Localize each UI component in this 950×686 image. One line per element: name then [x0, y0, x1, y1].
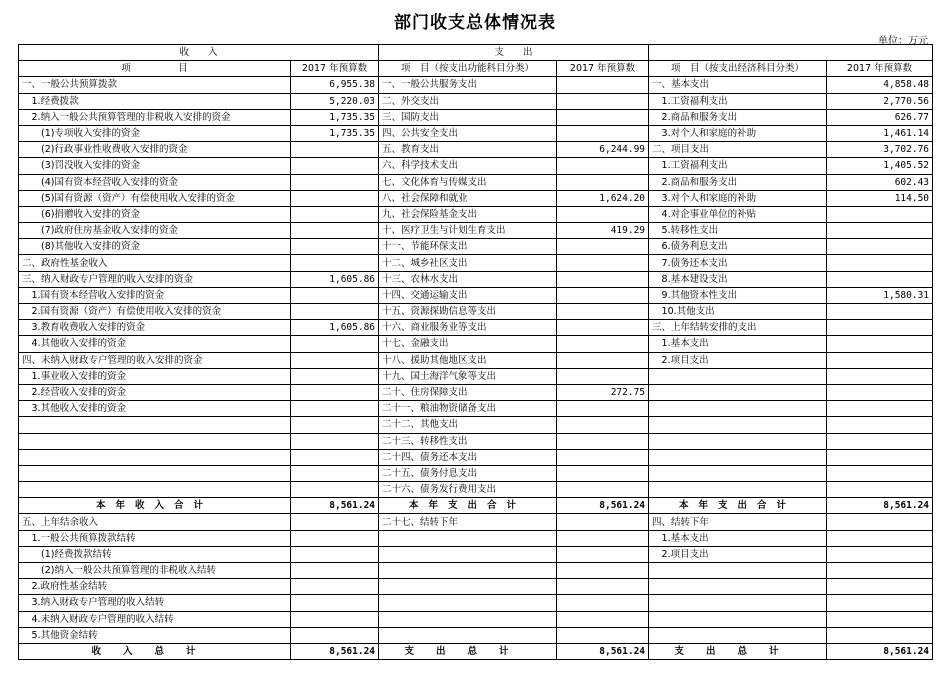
cell-func-budget: 419.29	[557, 223, 649, 239]
cell-func-item: 二十五、债务付息支出	[379, 465, 557, 481]
cell-func-item: 二十、住房保障支出	[379, 384, 557, 400]
cell-income-item	[19, 449, 291, 465]
cell-func-budget	[557, 433, 649, 449]
cell-income-item: 3.其他收入安排的资金	[19, 401, 291, 417]
cell-income-budget	[291, 433, 379, 449]
cell-econ-budget	[827, 320, 933, 336]
cell-func-budget	[557, 482, 649, 498]
cell-income-item: 二、政府性基金收入	[19, 255, 291, 271]
cell-econ-item: 4.对企事业单位的补贴	[649, 206, 827, 222]
cell-func-budget	[557, 287, 649, 303]
budget-table	[18, 44, 933, 660]
table-row	[19, 320, 933, 336]
cell-income-budget	[291, 287, 379, 303]
cell-income-item	[19, 417, 291, 433]
cell-func-item	[379, 579, 557, 595]
cell-income-item: (2)纳入一般公共预算管理的非税收入结转	[19, 563, 291, 579]
cell-func-item	[379, 530, 557, 546]
cell-func-item: 七、文化体育与传媒支出	[379, 174, 557, 190]
cell-econ-item: 一、基本支出	[649, 77, 827, 93]
table-row	[19, 271, 933, 287]
cell-func-item: 二十七、结转下年	[379, 514, 557, 530]
col-econ-item: 项 目（按支出经济科目分类）	[649, 61, 827, 77]
cell-func-item: 二十一、粮油物资储备支出	[379, 401, 557, 417]
cell-income-item: 1.国有资本经营收入安排的资金	[19, 287, 291, 303]
cell-income-budget	[291, 304, 379, 320]
col-func-budget: 2017 年预算数	[557, 61, 649, 77]
page-title: 部门收支总体情况表	[394, 13, 556, 33]
cell-econ-budget: 3,702.76	[827, 142, 933, 158]
header-row-groups	[19, 45, 933, 61]
cell-income-item: (1)专项收入安排的资金	[19, 125, 291, 141]
table-row	[19, 93, 933, 109]
cell-income-item: 1.一般公共预算拨款结转	[19, 530, 291, 546]
table-row	[19, 546, 933, 562]
cell-econ-item: 2.商品和服务支出	[649, 109, 827, 125]
cell-func-budget	[557, 158, 649, 174]
col-econ-budget: 2017 年预算数	[827, 61, 933, 77]
cell-econ-budget	[827, 449, 933, 465]
econ-total-value: 8,561.24	[827, 498, 933, 514]
subtotal-row	[19, 498, 933, 514]
cell-func-budget	[557, 611, 649, 627]
cell-income-item: (4)国有资本经营收入安排的资金	[19, 174, 291, 190]
cell-func-budget	[557, 449, 649, 465]
cell-income-item: (7)政府住房基金收入安排的资金	[19, 223, 291, 239]
cell-econ-budget	[827, 271, 933, 287]
cell-econ-budget: 602.43	[827, 174, 933, 190]
cell-income-budget	[291, 417, 379, 433]
cell-func-budget	[557, 271, 649, 287]
cell-econ-item: 二、项目支出	[649, 142, 827, 158]
cell-econ-item: 1.工资福利支出	[649, 158, 827, 174]
func-total-value: 8,561.24	[557, 498, 649, 514]
cell-income-budget	[291, 223, 379, 239]
cell-func-item: 十八、援助其他地区支出	[379, 352, 557, 368]
cell-income-item: (3)罚没收入安排的资金	[19, 158, 291, 174]
cell-func-item: 十五、资源探勘信息等支出	[379, 304, 557, 320]
cell-func-item: 五、教育支出	[379, 142, 557, 158]
cell-income-budget	[291, 384, 379, 400]
table-row	[19, 77, 933, 93]
cell-income-budget	[291, 401, 379, 417]
table-row	[19, 158, 933, 174]
cell-func-budget: 1,624.20	[557, 190, 649, 206]
cell-income-budget	[291, 627, 379, 643]
cell-func-item: 十四、交通运输支出	[379, 287, 557, 303]
table-row	[19, 190, 933, 206]
table-row	[19, 530, 933, 546]
table-row	[19, 174, 933, 190]
cell-func-budget	[557, 320, 649, 336]
cell-income-item: 2.纳入一般公共预算管理的非税收入安排的资金	[19, 109, 291, 125]
cell-econ-item	[649, 595, 827, 611]
cell-func-budget	[557, 546, 649, 562]
table-row	[19, 255, 933, 271]
cell-func-item: 二、外交支出	[379, 93, 557, 109]
econ-total-label: 本年支出合计	[649, 498, 827, 514]
cell-func-item: 十、医疗卫生与计划生育支出	[379, 223, 557, 239]
table-row	[19, 206, 933, 222]
cell-econ-item: 2.项目支出	[649, 546, 827, 562]
cell-econ-item: 5.转移性支出	[649, 223, 827, 239]
cell-func-budget	[557, 255, 649, 271]
cell-func-budget	[557, 627, 649, 643]
cell-func-item: 十七、金融支出	[379, 336, 557, 352]
cell-func-budget	[557, 304, 649, 320]
cell-econ-item: 3.对个人和家庭的补助	[649, 190, 827, 206]
cell-func-budget	[557, 368, 649, 384]
cell-econ-budget: 1,580.31	[827, 287, 933, 303]
cell-income-budget	[291, 352, 379, 368]
cell-econ-item	[649, 482, 827, 498]
cell-income-item: 2.国有资源（资产）有偿使用收入安排的资金	[19, 304, 291, 320]
cell-func-budget	[557, 417, 649, 433]
cell-income-item: (5)国有资源（资产）有偿使用收入安排的资金	[19, 190, 291, 206]
cell-econ-budget	[827, 579, 933, 595]
cell-econ-budget	[827, 530, 933, 546]
cell-econ-item	[649, 563, 827, 579]
income-header: 收 入	[19, 45, 379, 61]
cell-income-item: (8)其他收入安排的资金	[19, 239, 291, 255]
cell-econ-item	[649, 627, 827, 643]
cell-func-item: 一、一般公共服务支出	[379, 77, 557, 93]
cell-econ-budget	[827, 417, 933, 433]
cell-income-budget	[291, 239, 379, 255]
cell-income-item: 5.其他资金结转	[19, 627, 291, 643]
income-total-value: 8,561.24	[291, 643, 379, 659]
cell-func-budget	[557, 530, 649, 546]
cell-income-item: 4.未纳入财政专户管理的收入结转	[19, 611, 291, 627]
cell-econ-budget	[827, 384, 933, 400]
table-row	[19, 433, 933, 449]
cell-income-item: 五、上年结余收入	[19, 514, 291, 530]
cell-econ-item: 9.其他资本性支出	[649, 287, 827, 303]
cell-income-budget	[291, 158, 379, 174]
cell-func-item: 十二、城乡社区支出	[379, 255, 557, 271]
func-total-label: 本年支出合计	[379, 498, 557, 514]
cell-econ-item: 3.对个人和家庭的补助	[649, 125, 827, 141]
cell-econ-item	[649, 401, 827, 417]
cell-income-budget	[291, 142, 379, 158]
cell-func-budget	[557, 125, 649, 141]
cell-income-item: 1.事业收入安排的资金	[19, 368, 291, 384]
cell-func-item: 八、社会保障和就业	[379, 190, 557, 206]
cell-income-item: 三、纳入财政专户管理的收入安排的资金	[19, 271, 291, 287]
cell-income-item: (1)经费拨款结转	[19, 546, 291, 562]
cell-income-budget: 1,735.35	[291, 109, 379, 125]
cell-econ-budget	[827, 546, 933, 562]
cell-func-budget	[557, 563, 649, 579]
cell-func-item: 四、公共安全支出	[379, 125, 557, 141]
cell-income-item: 3.教育收费收入安排的资金	[19, 320, 291, 336]
cell-income-budget: 1,605.86	[291, 271, 379, 287]
cell-econ-item	[649, 384, 827, 400]
cell-income-budget	[291, 482, 379, 498]
cell-econ-item: 1.工资福利支出	[649, 93, 827, 109]
table-row	[19, 109, 933, 125]
col-income-budget: 2017 年预算数	[291, 61, 379, 77]
income-total-label: 本年收入合计	[19, 498, 291, 514]
cell-econ-budget	[827, 255, 933, 271]
table-row	[19, 287, 933, 303]
cell-income-budget	[291, 368, 379, 384]
cell-econ-item	[649, 579, 827, 595]
cell-func-item: 二十三、转移性支出	[379, 433, 557, 449]
expense-header-blank	[649, 45, 933, 61]
table-row	[19, 579, 933, 595]
cell-func-item: 六、科学技术支出	[379, 158, 557, 174]
cell-econ-budget	[827, 223, 933, 239]
cell-econ-budget	[827, 368, 933, 384]
cell-income-item	[19, 482, 291, 498]
table-row	[19, 482, 933, 498]
cell-econ-budget	[827, 206, 933, 222]
cell-econ-budget	[827, 239, 933, 255]
cell-income-budget	[291, 595, 379, 611]
table-row	[19, 417, 933, 433]
col-income-item: 项 目	[19, 61, 291, 77]
table-row	[19, 627, 933, 643]
cell-econ-item: 10.其他支出	[649, 304, 827, 320]
table-row	[19, 611, 933, 627]
cell-func-budget	[557, 401, 649, 417]
cell-func-budget: 272.75	[557, 384, 649, 400]
cell-func-item: 十六、商业服务业等支出	[379, 320, 557, 336]
cell-econ-item: 6.债务利息支出	[649, 239, 827, 255]
cell-income-item: 1.经费拨款	[19, 93, 291, 109]
cell-econ-item	[649, 433, 827, 449]
cell-func-budget	[557, 465, 649, 481]
cell-income-item: 3.纳入财政专户管理的收入结转	[19, 595, 291, 611]
header-row-columns	[19, 61, 933, 77]
cell-econ-budget	[827, 465, 933, 481]
table-row	[19, 401, 933, 417]
cell-econ-budget	[827, 595, 933, 611]
cell-econ-budget: 626.77	[827, 109, 933, 125]
cell-func-item	[379, 611, 557, 627]
cell-income-item: 4.其他收入安排的资金	[19, 336, 291, 352]
cell-econ-item: 2.商品和服务支出	[649, 174, 827, 190]
cell-func-item: 十一、节能环保支出	[379, 239, 557, 255]
cell-func-item: 二十四、债务还本支出	[379, 449, 557, 465]
cell-econ-item	[649, 465, 827, 481]
cell-income-item	[19, 433, 291, 449]
cell-func-budget	[557, 336, 649, 352]
cell-func-budget	[557, 514, 649, 530]
cell-func-item: 十三、农林水支出	[379, 271, 557, 287]
cell-income-budget: 1,605.86	[291, 320, 379, 336]
cell-func-budget	[557, 109, 649, 125]
econ-total-value: 8,561.24	[827, 643, 933, 659]
cell-func-budget: 6,244.99	[557, 142, 649, 158]
grand-total-row	[19, 643, 933, 659]
cell-econ-budget	[827, 433, 933, 449]
cell-func-item	[379, 595, 557, 611]
table-row	[19, 465, 933, 481]
table-row	[19, 223, 933, 239]
table-row	[19, 239, 933, 255]
cell-func-budget	[557, 174, 649, 190]
cell-func-item: 十九、国土海洋气象等支出	[379, 368, 557, 384]
cell-income-budget	[291, 579, 379, 595]
table-row	[19, 125, 933, 141]
cell-econ-item: 四、结转下年	[649, 514, 827, 530]
cell-econ-budget: 2,770.56	[827, 93, 933, 109]
cell-econ-item: 7.债务还本支出	[649, 255, 827, 271]
cell-income-item: 2.政府性基金结转	[19, 579, 291, 595]
expense-header: 支 出	[379, 45, 649, 61]
cell-func-item	[379, 563, 557, 579]
cell-income-item: (2)行政事业性收费收入安排的资金	[19, 142, 291, 158]
cell-econ-item: 1.基本支出	[649, 530, 827, 546]
cell-econ-item: 2.项目支出	[649, 352, 827, 368]
cell-econ-budget	[827, 352, 933, 368]
cell-income-budget	[291, 465, 379, 481]
cell-income-budget: 1,735.35	[291, 125, 379, 141]
econ-total-label: 支出总计	[649, 643, 827, 659]
table-row	[19, 514, 933, 530]
cell-econ-item: 1.基本支出	[649, 336, 827, 352]
cell-income-item: 四、未纳入财政专户管理的收入安排的资金	[19, 352, 291, 368]
cell-econ-budget	[827, 563, 933, 579]
table-row	[19, 368, 933, 384]
cell-income-budget	[291, 206, 379, 222]
cell-econ-item	[649, 449, 827, 465]
table-row	[19, 384, 933, 400]
cell-econ-budget	[827, 336, 933, 352]
cell-income-budget	[291, 611, 379, 627]
cell-func-item: 九、社会保险基金支出	[379, 206, 557, 222]
cell-econ-item: 三、上年结转安排的支出	[649, 320, 827, 336]
table-row	[19, 336, 933, 352]
cell-income-budget	[291, 174, 379, 190]
cell-income-budget	[291, 255, 379, 271]
cell-func-item	[379, 627, 557, 643]
table-row	[19, 304, 933, 320]
cell-income-budget	[291, 563, 379, 579]
cell-econ-budget	[827, 611, 933, 627]
cell-econ-budget	[827, 401, 933, 417]
cell-func-item	[379, 546, 557, 562]
cell-econ-budget	[827, 482, 933, 498]
table-row	[19, 352, 933, 368]
cell-income-budget: 5,220.03	[291, 93, 379, 109]
unit-label: 单位：万元	[878, 36, 928, 47]
cell-func-budget	[557, 595, 649, 611]
cell-econ-budget: 4,858.48	[827, 77, 933, 93]
cell-income-budget	[291, 336, 379, 352]
cell-func-item: 三、国防支出	[379, 109, 557, 125]
cell-income-budget: 6,955.38	[291, 77, 379, 93]
cell-econ-budget	[827, 304, 933, 320]
table-row	[19, 449, 933, 465]
table-row	[19, 142, 933, 158]
cell-func-budget	[557, 352, 649, 368]
income-total-value: 8,561.24	[291, 498, 379, 514]
col-func-item: 项 目（按支出功能科目分类）	[379, 61, 557, 77]
cell-income-item: 一、一般公共预算拨款	[19, 77, 291, 93]
cell-income-budget	[291, 546, 379, 562]
cell-income-budget	[291, 449, 379, 465]
cell-econ-budget	[827, 514, 933, 530]
func-total-label: 支出总计	[379, 643, 557, 659]
table-row	[19, 563, 933, 579]
table-row	[19, 595, 933, 611]
cell-func-budget	[557, 77, 649, 93]
cell-func-budget	[557, 93, 649, 109]
cell-income-item	[19, 465, 291, 481]
cell-econ-budget: 1,405.52	[827, 158, 933, 174]
cell-func-budget	[557, 579, 649, 595]
cell-econ-item	[649, 611, 827, 627]
func-total-value: 8,561.24	[557, 643, 649, 659]
cell-func-item: 二十六、债务发行费用支出	[379, 482, 557, 498]
cell-econ-item	[649, 417, 827, 433]
cell-income-budget	[291, 190, 379, 206]
cell-func-budget	[557, 239, 649, 255]
cell-econ-item: 8.基本建设支出	[649, 271, 827, 287]
cell-econ-budget: 1,461.14	[827, 125, 933, 141]
income-total-label: 收入总计	[19, 643, 291, 659]
cell-func-budget	[557, 206, 649, 222]
cell-econ-item	[649, 368, 827, 384]
cell-econ-budget: 114.50	[827, 190, 933, 206]
cell-income-budget	[291, 514, 379, 530]
cell-econ-budget	[827, 627, 933, 643]
cell-income-item: (6)捐赠收入安排的资金	[19, 206, 291, 222]
cell-income-budget	[291, 530, 379, 546]
cell-func-item: 二十二、其他支出	[379, 417, 557, 433]
cell-income-item: 2.经营收入安排的资金	[19, 384, 291, 400]
